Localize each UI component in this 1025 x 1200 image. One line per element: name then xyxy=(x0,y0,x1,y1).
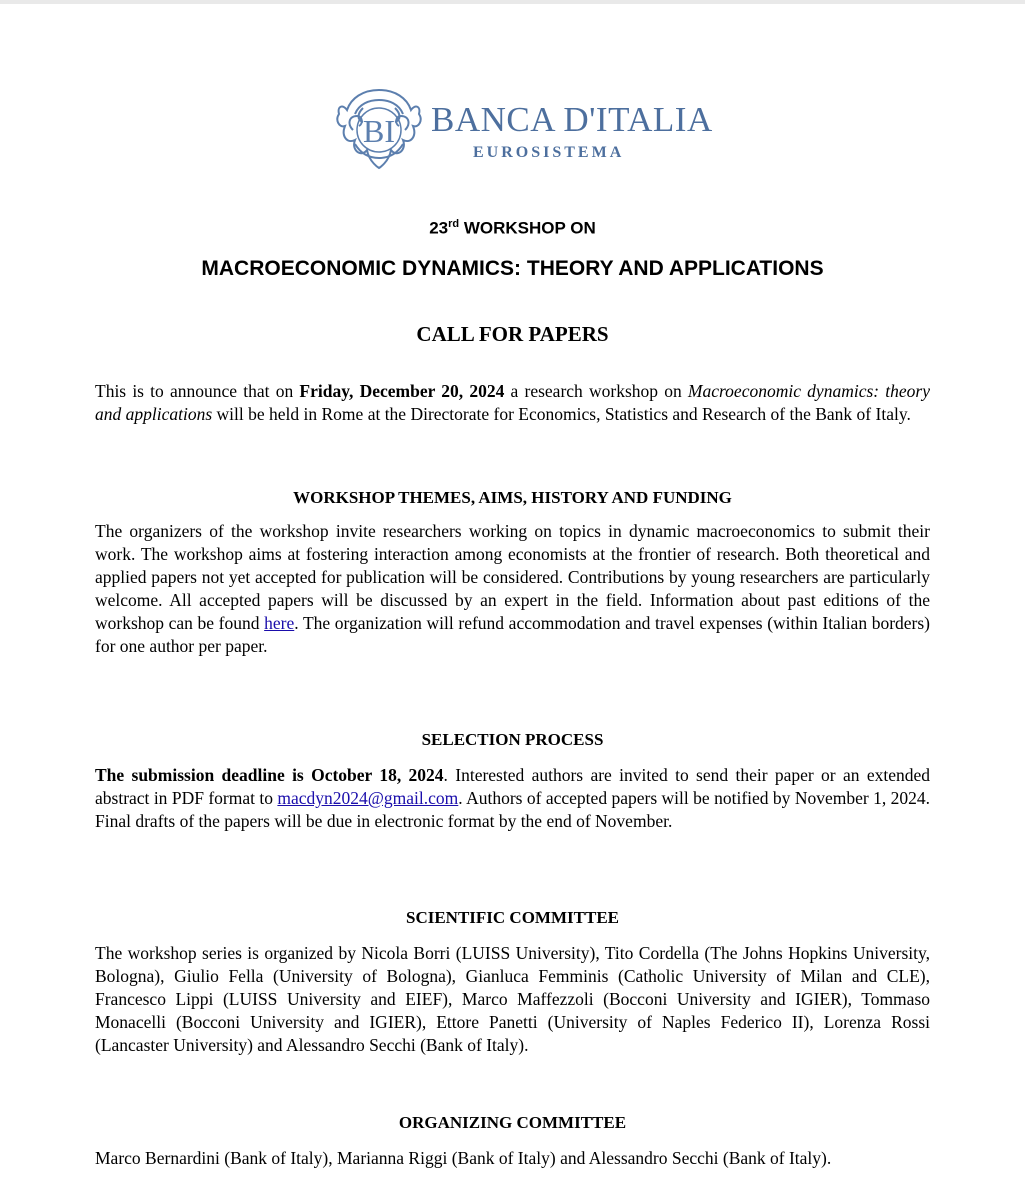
organizing-committee-paragraph: Marco Bernardini (Bank of Italy), Marianna Riggi (Bank of Italy) and Alessandro Secchi (Bank of Italy). xyxy=(95,1148,832,1168)
bi-monogram: BI xyxy=(363,113,395,149)
call-for-papers-heading: CALL FOR PAPERS xyxy=(416,322,609,346)
submission-deadline: The submission deadline is October 18, 2024 xyxy=(95,765,444,785)
workshop-title: MACROECONOMIC DYNAMICS: THEORY AND APPLICATIONS xyxy=(201,257,824,280)
workshop-topic: Macroeconomic dynamics: theory and applications xyxy=(95,381,931,424)
workshop-date: Friday, December 20, 2024 xyxy=(299,381,505,401)
intro-text: will be held in Rome at the Directorate for Economics, Statistics and Research of the Bank of Italy. xyxy=(212,404,911,424)
bank-subtitle: EUROSISTEMA xyxy=(473,144,625,161)
bank-name: BANCA D'ITALIA xyxy=(431,100,713,139)
workshop-label: WORKSHOP ON xyxy=(459,218,596,238)
selection-text: . Interested authors are invited to send their paper or an extended abstract in PDF format to xyxy=(95,765,930,808)
past-editions-link[interactable]: here xyxy=(264,613,295,633)
intro-text: a research workshop on xyxy=(504,381,688,401)
workshop-ordinal: rd xyxy=(448,218,460,230)
workshop-number: 23 xyxy=(429,218,449,238)
top-rule xyxy=(0,0,1025,4)
submission-email-link[interactable]: macdyn2024@gmail.com xyxy=(277,788,459,808)
themes-heading: WORKSHOP THEMES, AIMS, HISTORY AND FUNDING xyxy=(293,488,732,507)
intro-text: This is to announce that on xyxy=(95,381,300,401)
organizing-committee-heading: ORGANIZING COMMITTEE xyxy=(398,1113,627,1132)
themes-text: The organizers of the workshop invite researchers working on topics in dynamic macroeconomics to submit their work. The workshop aims at fostering interaction among economists at the frontier of research. Both theoretical and applied papers not yet accepted for publication will be considered. Contributions by young researchers are particularly welcome. All accepted papers will be discussed by an expert in the field. Information about past editions of the workshop can be found xyxy=(95,521,930,633)
intro-paragraph xyxy=(95,380,930,426)
scientific-committee-heading: SCIENTIFIC COMMITTEE xyxy=(405,908,619,927)
themes-paragraph xyxy=(95,520,930,658)
workshop-number-heading xyxy=(0,218,1025,239)
themes-text: . The organization will refund accommodation and travel expenses (within Italian borders) for one author per paper. xyxy=(95,613,931,656)
selection-paragraph xyxy=(95,764,930,833)
bank-logo xyxy=(333,84,733,174)
selection-text: . Authors of accepted papers will be notified by November 1, 2024. Final drafts of the papers will be due in electronic format by the end of November. xyxy=(95,788,930,831)
selection-heading: SELECTION PROCESS xyxy=(421,730,604,749)
scientific-committee-paragraph: The workshop series is organized by Nicola Borri (LUISS University), Tito Cordella (The Johns Hopkins University, Bologna), Giulio Fella (University of Bologna), Gianluca Femminis (Catholic University of Milan and CLE), Francesco Lippi (LUISS University and EIEF), Marco Maffezzoli (Bocconi University and IGIER), Tommaso Monacelli (Bocconi University and IGIER), Ettore Panetti (University of Naples Federico II), Lorenza Rossi (Lancaster University) and Alessandro Secchi (Bank of Italy). xyxy=(95,943,930,1055)
bi-monogram-emblem xyxy=(333,84,425,176)
